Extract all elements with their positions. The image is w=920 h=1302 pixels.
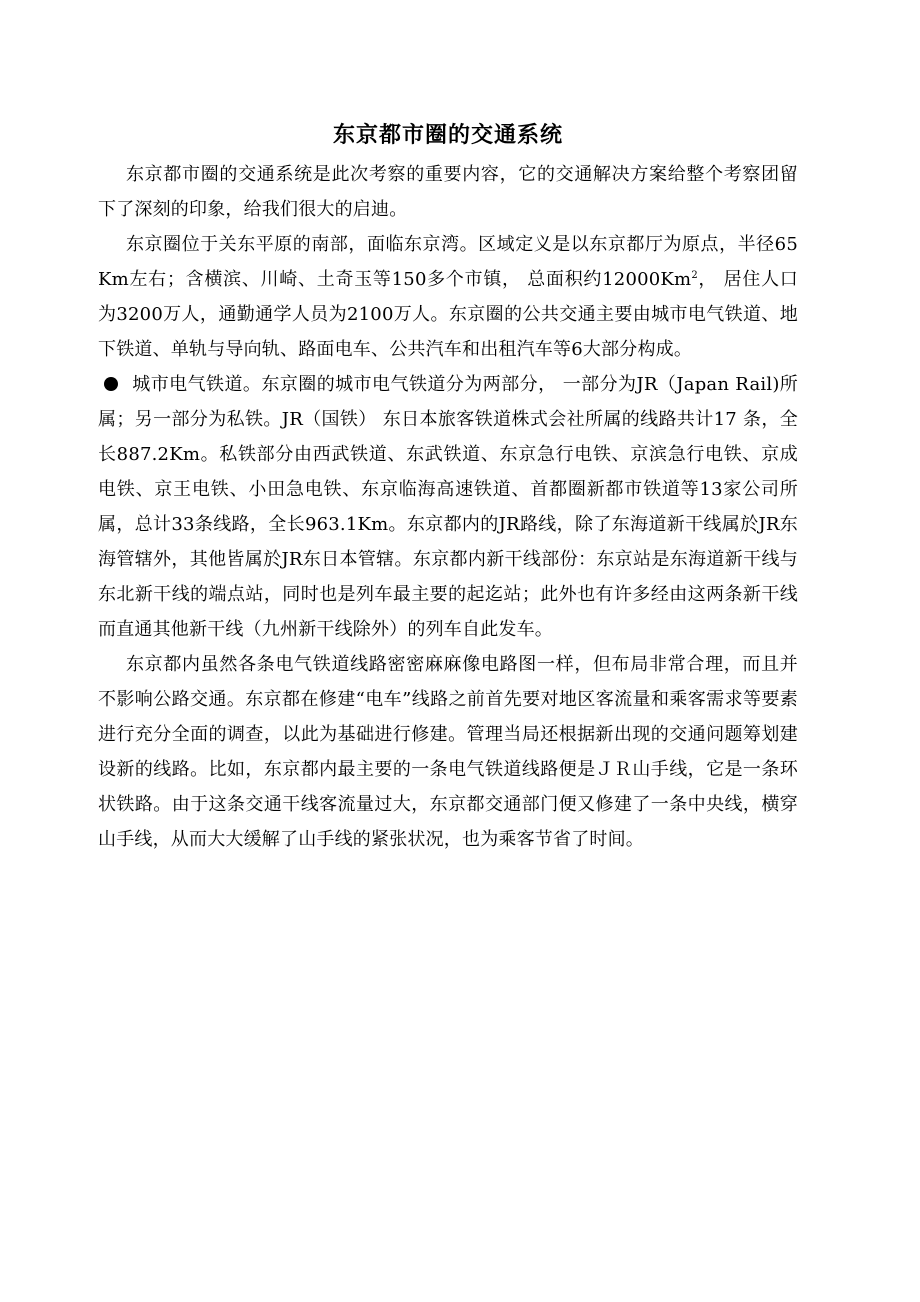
region-text-end: ， 居住人口为3200万人，通勤通学人员为2100万人。东京圈的公共交通主要由城市电气铁道、地下铁道、单轨与导向轨、路面电车、公共汽车和出租汽车等6大部分构成。 [98,269,799,360]
area-unit-superscript: 2 [691,270,698,281]
bullet-icon [104,377,118,391]
intro-paragraph: 东京都市圈的交通系统是此次考察的重要内容，它的交通解决方案给整个考察团留下了深刻的印象，给我们很大的启迪。 [98,164,798,220]
document-title: 东京都市圈的交通系统 [332,123,563,148]
region-text-start: 东京圈位于关东平原的南部，面临东京湾。区域定义是以东京都厅为原点，半径65Km左右；含横滨、川崎、土奇玉等150多个市镇， 总面积约12000Km [98,234,798,290]
region-paragraph [98,227,798,367]
rail-bullet-text: 城市电气铁道。东京圈的城市电气铁道分为两部分， 一部分为JR（Japan Rail)所属；另一部分为私铁。JR（国铁） 东日本旅客铁道株式会社所属的线路共计17 条，全长887.2Km。私铁部分由西武铁道、东武铁道、东京急行电铁、京滨急行电铁、京成电铁、京王电铁、小田急电铁、东京临海高速铁道、首都圈新都市铁道等13家公司所属，总计33条线路，全长963.1Km。东京都内的JR路线，除了东海道新干线属於JR东海管辖外，其他皆属於JR东日本管辖。东京都内新干线部份：东京站是东海道新干线与东北新干线的端点站，同时也是列车最主要的起迄站；此外也有许多经由这两条新干线而直通其他新干线（九州新干线除外）的列车自此发车。 [98,374,798,640]
rail-bullet-paragraph [98,367,798,647]
document-body [98,118,798,857]
layout-paragraph: 东京都内虽然各条电气铁道线路密密麻麻像电路图一样，但布局非常合理，而且并不影响公路交通。东京都在修建“电车”线路之前首先要对地区客流量和乘客需求等要素进行充分全面的调查，以此为基础进行修建。管理当局还根据新出现的交通问题筹划建设新的线路。比如，东京都内最主要的一条电气铁道线路便是ＪＲ山手线，它是一条环状铁路。由于这条交通干线客流量过大，东京都交通部门便又修建了一条中央线，横穿山手线，从而大大缓解了山手线的紧张状况，也为乘客节省了时间。 [98,654,798,850]
